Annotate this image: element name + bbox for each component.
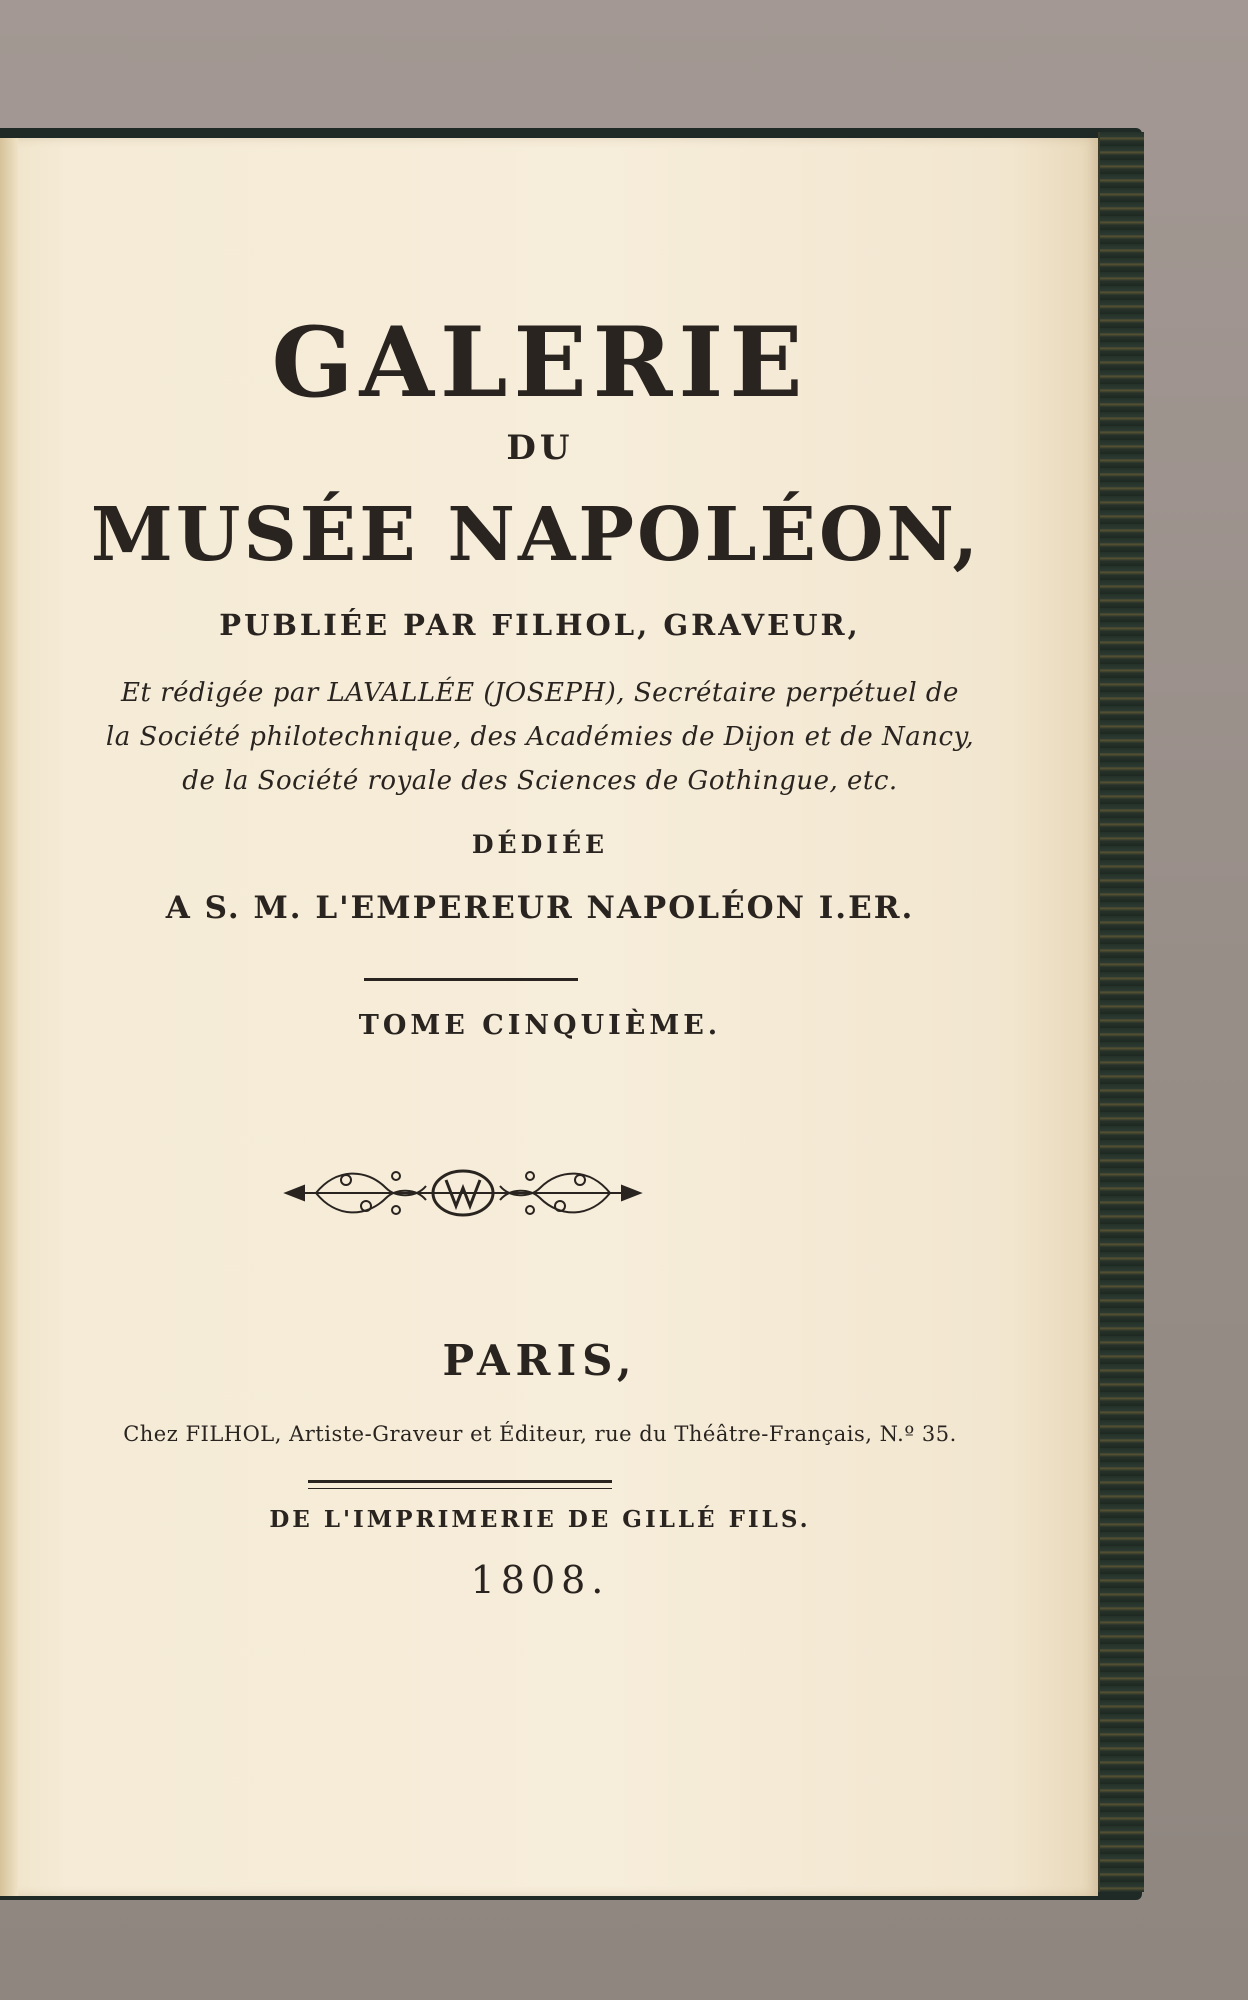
publisher-line: PUBLIÉE PAR FILHOL, GRAVEUR, [219,608,861,642]
title-musee: MUSÉE NAPOLÉON, [90,492,982,578]
volume-label: TOME CINQUIÈME. [358,1010,722,1041]
editor-line-1: Et rédigée par LAVALLÉE (JOSEPH), Secrétaire perpétuel de [121,678,959,708]
dedication-label: DÉDIÉE [471,830,609,859]
publication-year: 1808. [470,1558,610,1602]
dedication-emperor: A S. M. L'EMPEREUR NAPOLÉON I.ER. [165,890,915,926]
book-spine [1098,132,1144,1892]
floral-vignette-icon [276,1158,650,1228]
editor-line-2: la Société philotechnique, des Académies de Dijon et de Nancy, [105,722,975,752]
printer-line: DE L'IMPRIMERIE DE GILLÉ FILS. [269,1506,811,1533]
divider-rule [364,978,578,981]
title-page-content [40,138,1040,1896]
city-line: PARIS, [442,1336,638,1385]
double-rule-top [308,1480,612,1483]
page-gutter [0,138,18,1896]
publisher-address: Chez FILHOL, Artiste-Graveur et Éditeur, rue du Théâtre-Français, N.º 35. [123,1422,957,1446]
main-title: GALERIE [271,306,809,419]
double-rule-bottom [308,1488,612,1489]
editor-line-3: de la Société royale des Sciences de Gothingue, etc. [182,766,898,796]
title-du: DU [506,428,574,468]
